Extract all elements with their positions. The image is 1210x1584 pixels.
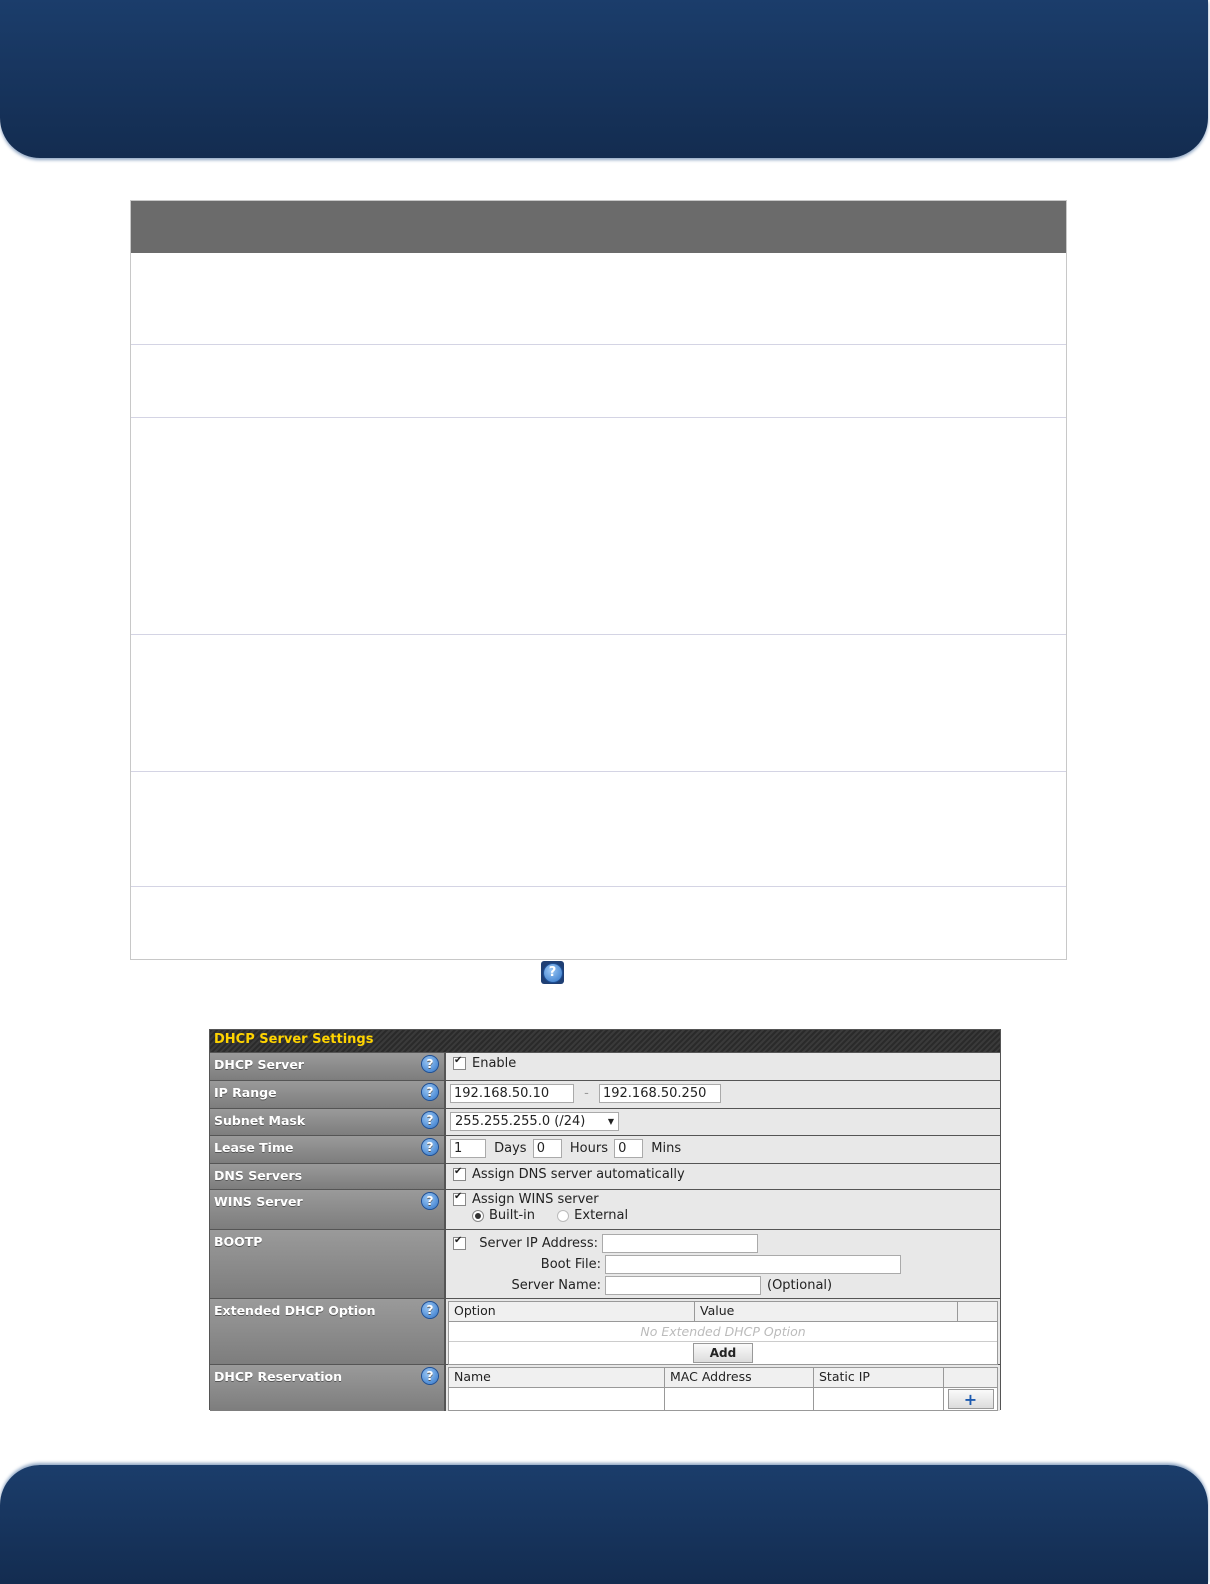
reference-table (130, 200, 1067, 960)
help-icon[interactable]: ? (422, 1368, 438, 1384)
row-value (446, 1136, 1000, 1163)
row-value (446, 1053, 1000, 1080)
lease-hours-input[interactable]: 0 (533, 1139, 562, 1158)
help-icon[interactable]: ? (422, 1139, 438, 1155)
reservation-name-input[interactable] (449, 1388, 665, 1410)
plus-icon: + (963, 1389, 978, 1409)
lease-mins-input[interactable]: 0 (614, 1139, 643, 1158)
row-value (446, 1190, 1000, 1229)
reservation-mac-input[interactable] (665, 1388, 814, 1410)
ip-range-end-input[interactable]: 192.168.50.250 (599, 1084, 721, 1103)
column-value: Value (695, 1302, 958, 1321)
ip-range-separator: - (584, 1086, 589, 1101)
footer-banner (0, 1465, 1208, 1584)
row-label-text: Extended DHCP Option (214, 1303, 376, 1318)
row-label (210, 1164, 446, 1189)
subnet-mask-selected: 255.255.255.0 (/24) (455, 1114, 586, 1129)
column-name: Name (449, 1368, 665, 1387)
row-label (210, 1190, 446, 1229)
wins-builtin-radio[interactable] (472, 1210, 484, 1222)
row-extended-dhcp-option (210, 1298, 1000, 1364)
table-header (449, 1368, 997, 1388)
row-value (446, 1109, 1000, 1135)
row-label-text: IP Range (214, 1085, 277, 1100)
panel-title: DHCP Server Settings (210, 1030, 1000, 1052)
server-ip-label: Server IP Address: (479, 1236, 598, 1251)
lease-days-input[interactable]: 1 (450, 1139, 486, 1158)
row-label-text: DHCP Server (214, 1057, 304, 1072)
bootp-server-ip-input[interactable] (602, 1234, 758, 1253)
ip-range-start-input[interactable]: 192.168.50.10 (450, 1084, 574, 1103)
reference-table-row (131, 634, 1066, 771)
row-ip-range (210, 1080, 1000, 1108)
reference-table-row (131, 253, 1066, 344)
enable-label: Enable (472, 1056, 517, 1071)
hours-label: Hours (569, 1141, 608, 1156)
column-actions (944, 1368, 997, 1387)
help-icon[interactable]: ? (422, 1302, 438, 1318)
reservation-static-ip-input[interactable] (814, 1388, 944, 1410)
column-static-ip: Static IP (814, 1368, 944, 1387)
subnet-mask-select[interactable] (450, 1112, 619, 1131)
row-label-text: Subnet Mask (214, 1113, 306, 1128)
row-label-text: BOOTP (214, 1234, 263, 1249)
row-label-text: WINS Server (214, 1194, 303, 1209)
days-label: Days (494, 1141, 527, 1156)
row-label-text: Lease Time (214, 1140, 294, 1155)
help-icon[interactable]: ? (422, 1193, 438, 1209)
row-label (210, 1053, 446, 1080)
row-label (210, 1365, 446, 1411)
row-lease-time (210, 1135, 1000, 1163)
column-actions (958, 1302, 997, 1321)
column-option: Option (449, 1302, 695, 1321)
assign-wins-label: Assign WINS server (472, 1192, 599, 1207)
row-value (446, 1299, 1000, 1364)
row-dns-servers (210, 1163, 1000, 1189)
row-value (446, 1164, 1000, 1189)
row-label-text: DNS Servers (214, 1168, 303, 1183)
row-label (210, 1299, 446, 1364)
bootp-checkbox[interactable] (453, 1237, 466, 1250)
reference-table-row (131, 771, 1066, 886)
add-reservation-button[interactable] (948, 1389, 994, 1409)
wins-builtin-label: Built-in (489, 1208, 536, 1223)
row-label (210, 1081, 446, 1108)
assign-wins-checkbox[interactable] (453, 1193, 466, 1206)
optional-note: (Optional) (767, 1278, 833, 1293)
dhcp-server-settings-panel (209, 1029, 1001, 1410)
row-value (446, 1365, 1000, 1411)
row-value (446, 1230, 1000, 1298)
header-banner (0, 0, 1208, 158)
row-wins-server (210, 1189, 1000, 1229)
reservation-actions (944, 1388, 997, 1410)
table-row (449, 1388, 997, 1410)
dropdown-caret-icon: ▼ (607, 1117, 614, 1126)
reference-table-row (131, 344, 1066, 417)
extended-dhcp-table (448, 1301, 998, 1365)
dhcp-reservation-table (448, 1367, 998, 1411)
reference-table-header (131, 201, 1066, 253)
row-dhcp-server (210, 1052, 1000, 1080)
row-subnet-mask (210, 1108, 1000, 1135)
help-icon[interactable]: ? (422, 1084, 438, 1100)
enable-checkbox[interactable] (453, 1057, 466, 1070)
row-label (210, 1109, 446, 1135)
reference-table-row (131, 417, 1066, 634)
assign-dns-checkbox[interactable] (453, 1168, 466, 1181)
help-icon[interactable]: ? (422, 1112, 438, 1128)
empty-message: No Extended DHCP Option (449, 1322, 997, 1342)
row-value (446, 1081, 1000, 1108)
server-name-label: Server Name: (511, 1278, 601, 1293)
help-icon-legend (541, 961, 564, 984)
wins-external-label: External (574, 1208, 629, 1223)
row-label (210, 1136, 446, 1163)
column-mac-address: MAC Address (665, 1368, 814, 1387)
add-extended-option-button[interactable]: Add (693, 1343, 753, 1363)
mins-label: Mins (651, 1141, 682, 1156)
add-row (449, 1342, 997, 1364)
table-header (449, 1302, 997, 1322)
boot-file-label: Boot File: (540, 1257, 601, 1272)
reference-table-row (131, 886, 1066, 959)
help-icon[interactable]: ? (422, 1056, 438, 1072)
row-bootp (210, 1229, 1000, 1298)
row-label-text: DHCP Reservation (214, 1369, 343, 1384)
question-mark-icon: ? (544, 964, 562, 982)
row-dhcp-reservation (210, 1364, 1000, 1411)
row-label (210, 1230, 446, 1298)
assign-dns-label: Assign DNS server automatically (472, 1167, 685, 1182)
bootp-server-name-input[interactable] (605, 1276, 761, 1295)
bootp-boot-file-input[interactable] (605, 1255, 901, 1274)
wins-external-radio[interactable] (557, 1210, 569, 1222)
